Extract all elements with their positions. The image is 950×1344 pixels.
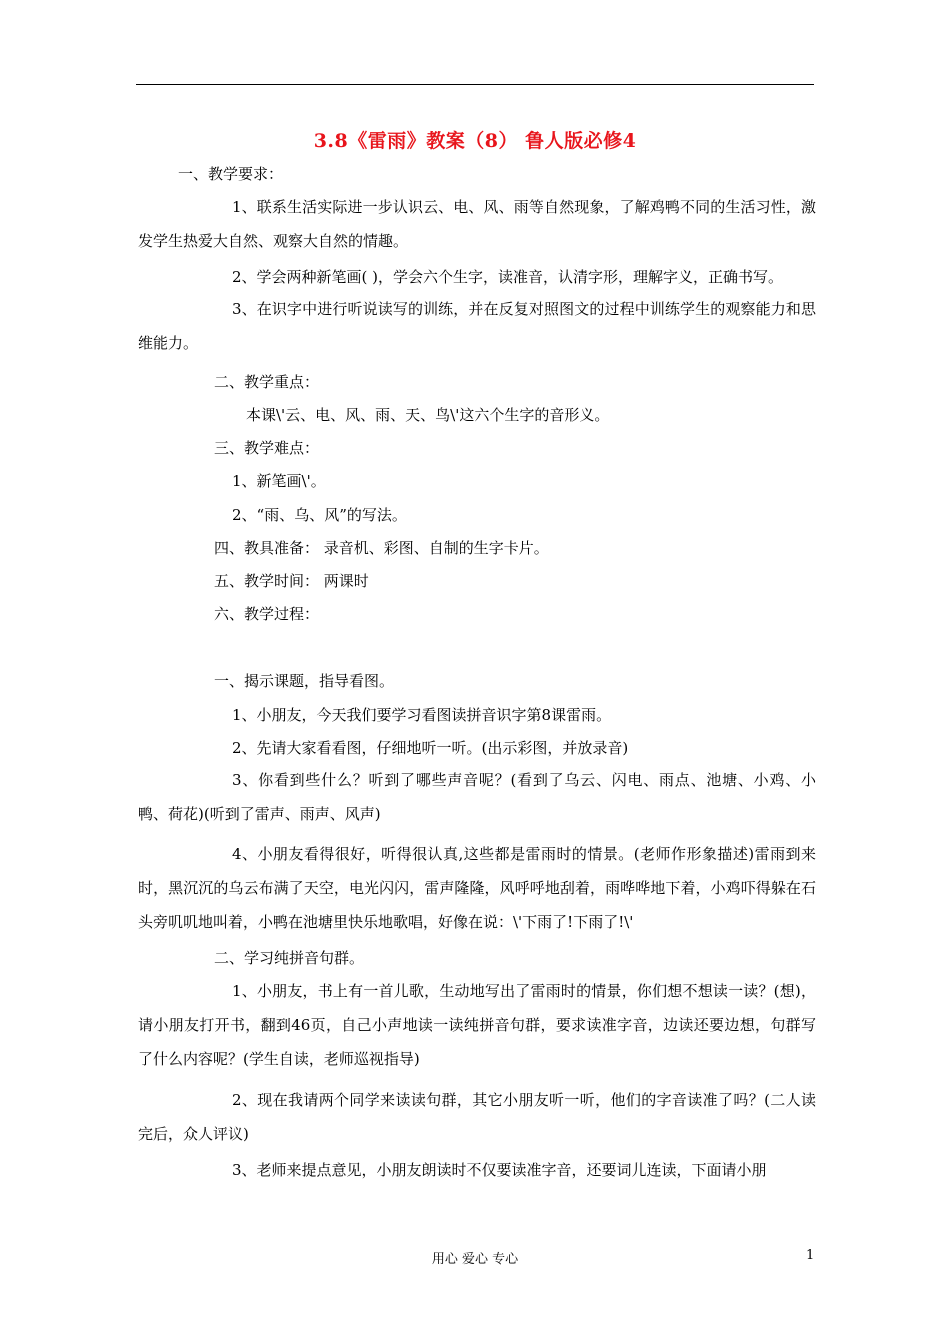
page-footer: 用心 爱心 专心	[431, 1252, 519, 1267]
section-heading: 六、教学过程：	[214, 605, 320, 623]
section-heading: 三、教学难点：	[214, 439, 320, 457]
section-heading: 四、教具准备： 录音机、彩图、自制的生字卡片。	[214, 539, 549, 557]
paragraph: 2、“雨、乌、风”的写法。	[232, 506, 407, 524]
section-heading: 一、揭示课题，指导看图。	[214, 672, 395, 690]
paragraph: 3、你看到些什么？听到了哪些声音呢？(看到了乌云、闪电、雨点、池塘、小鸡、小鸭、荷花)(听到了雷声、雨声、风声)	[138, 771, 816, 823]
paragraph: 1、小朋友，书上有一首儿歌，生动地写出了雷雨时的情景，你们想不想读一读？(想)，请小朋友打开书，翻到46页，自己小声地读一读纯拼音句群，要求读准字音，边读还要边想，句群写了什么内容呢？(学生自读，老师巡视指导)	[138, 982, 816, 1068]
section-heading: 二、学习纯拼音句群。	[214, 949, 365, 967]
paragraph: 本课\'云、电、风、雨、天、鸟\'这六个生字的音形义。	[246, 406, 610, 424]
document-title: 3.8《雷雨》教案（8） 鲁人版必修4	[313, 130, 637, 152]
section-heading: 一、教学要求：	[178, 165, 284, 183]
page-number: 1	[806, 1248, 815, 1263]
paragraph: 1、联系生活实际进一步认识云、电、风、雨等自然现象，了解鸡鸭不同的生活习性，激发学生热爱大自然、观察大自然的情趣。	[138, 198, 816, 250]
paragraph: 4、小朋友看得很好，听得很认真,这些都是雷雨时的情景。(老师作形象描述)雷雨到来时，黑沉沉的乌云布满了天空，电光闪闪，雷声隆隆，风呼呼地刮着，雨哗哗地下着，小鸡吓得躲在石头旁叽叽地叫着，小鸭在池塘里快乐地歌唱，好像在说：\'下雨了!下雨了!\'	[138, 845, 816, 931]
paragraph: 1、新笔画\'。	[232, 472, 326, 490]
paragraph: 2、现在我请两个同学来读读句群，其它小朋友听一听，他们的字音读准了吗？(二人读完后，众人评议)	[138, 1091, 816, 1143]
header-rule	[136, 84, 814, 85]
paragraph: 3、老师来提点意见，小朋友朗读时不仅要读准字音，还要词儿连读，下面请小朋	[232, 1161, 767, 1179]
section-heading: 五、教学时间： 两课时	[214, 572, 369, 590]
paragraph: 1、小朋友，今天我们要学习看图读拼音识字第8课雷雨。	[232, 706, 612, 724]
paragraph: 3、在识字中进行听说读写的训练，并在反复对照图文的过程中训练学生的观察能力和思维能力。	[138, 300, 816, 352]
paragraph: 2、先请大家看看图，仔细地听一听。(出示彩图，并放录音)	[232, 739, 629, 757]
section-heading: 二、教学重点：	[214, 373, 320, 391]
paragraph: 2、学会两种新笔画( )，学会六个生字，读准音，认清字形，理解字义，正确书写。	[232, 268, 784, 286]
